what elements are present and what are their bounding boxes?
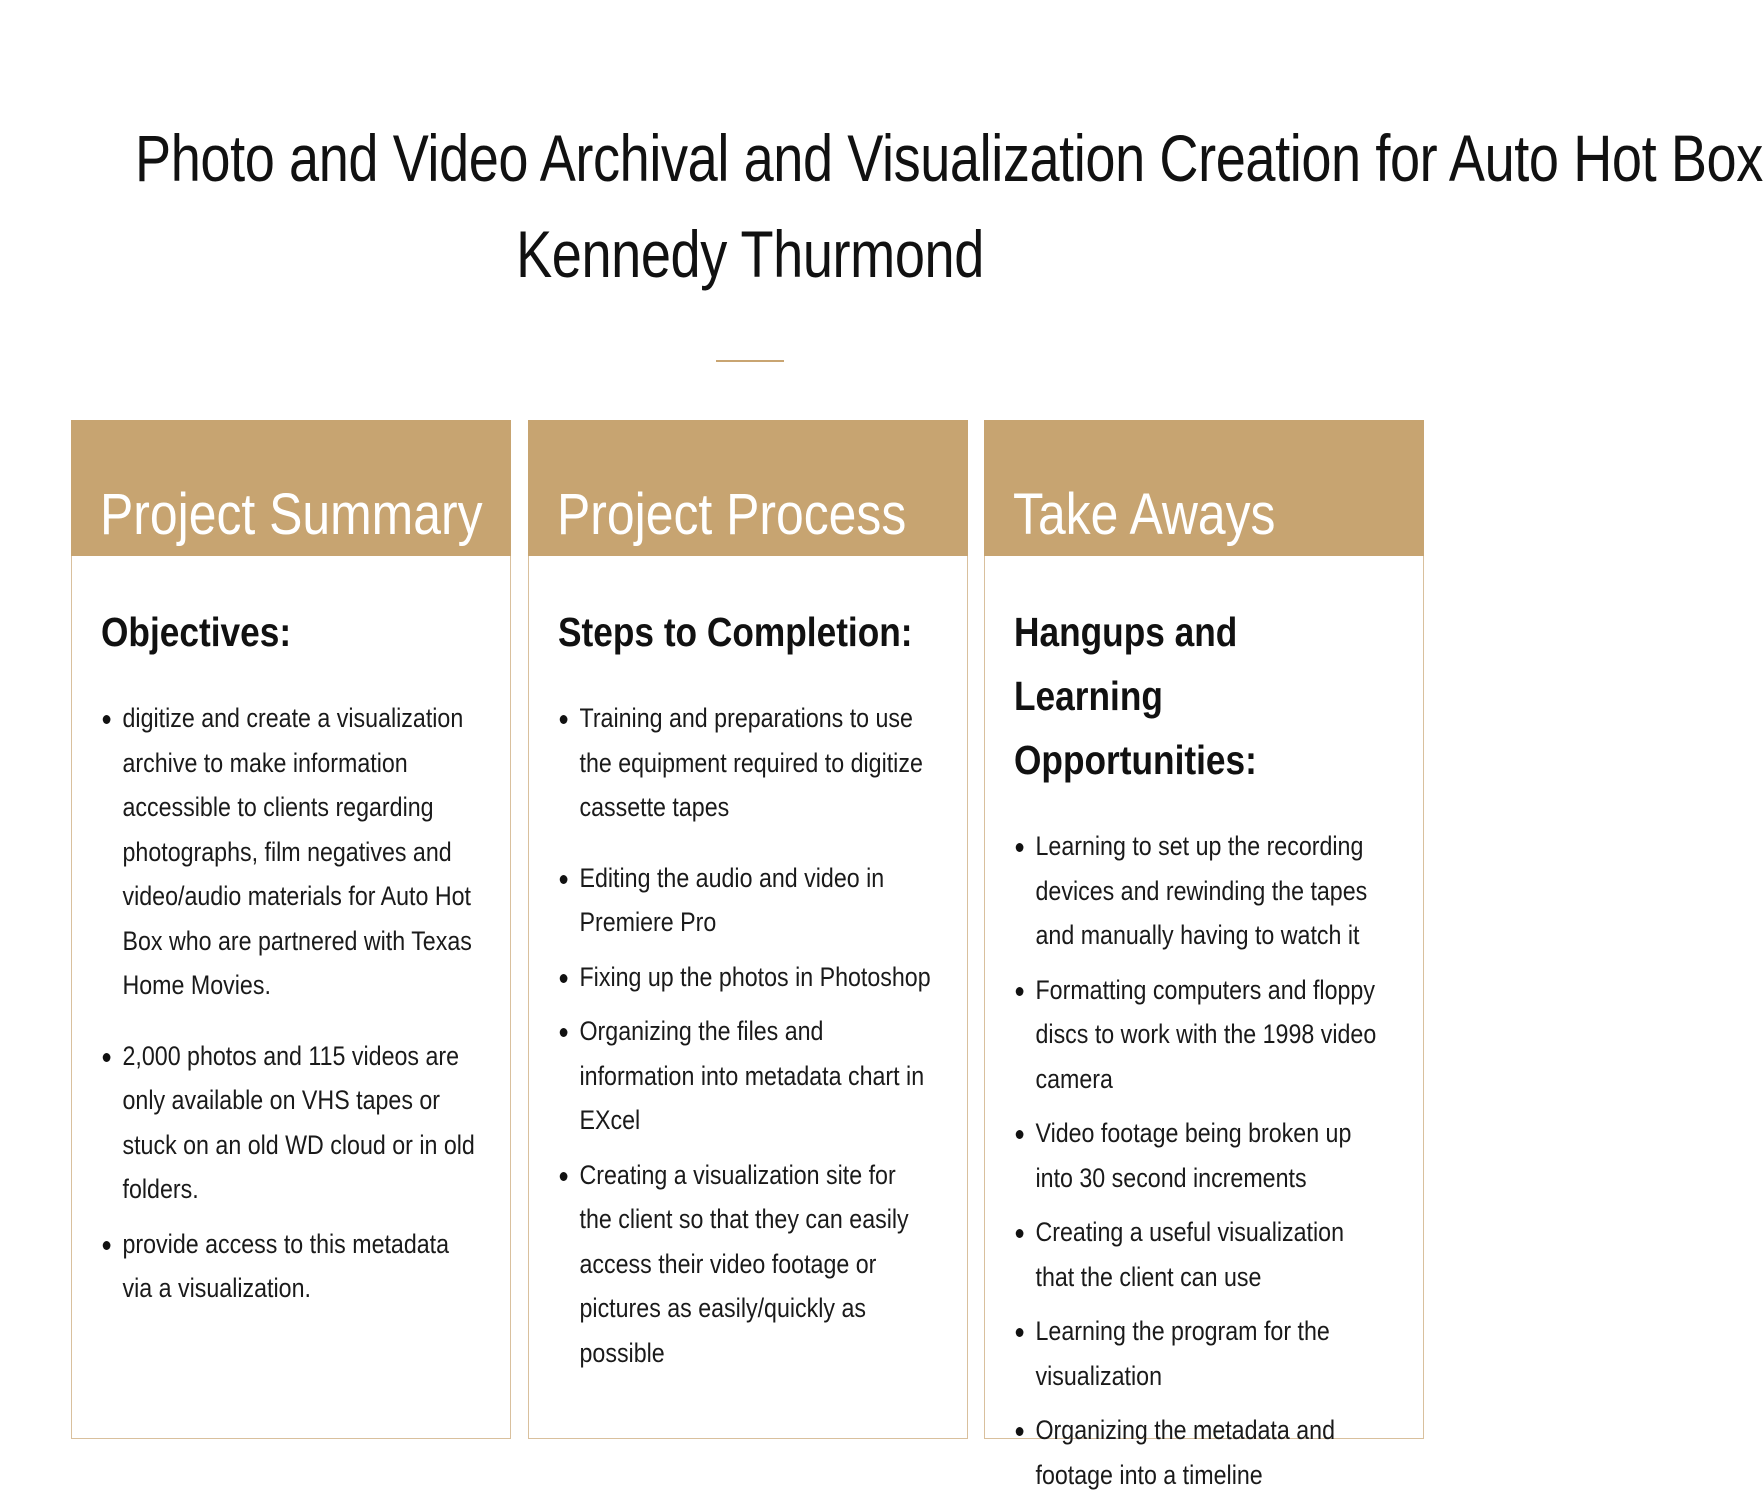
list-item: digitize and create a visualization archive to make information accessible to clients regarding photographs, film negatives and video/audio materials for Auto Hot Box who are partnered with Texas Home Movies. [101,696,475,1008]
card-heading: Project Summary [100,482,483,547]
list-item: provide access to this metadata via a visualization. [101,1222,475,1311]
card-header [71,420,511,556]
list-item: Learning to set up the recording devices and rewinding the tapes and manually having to watch it [1014,824,1388,958]
list-item: Formatting computers and floppy discs to work with the 1998 video camera [1014,968,1388,1102]
list-item: Editing the audio and video in Premiere Pro [558,856,932,945]
list-item: 2,000 photos and 115 videos are only available on VHS tapes or stuck on an old WD cloud or in old folders. [101,1034,475,1212]
bullet-list [1014,824,1395,1497]
card-header [528,420,968,556]
list-item: Organizing the metadata and footage into a timeline [1014,1408,1388,1497]
divider [716,360,784,362]
card-project-summary [71,420,511,1439]
list-item: Organizing the files and information into metadata chart in EXcel [558,1009,932,1143]
bullet-list [101,696,482,1311]
section-title: Objectives: [101,609,292,655]
card-header [984,420,1424,556]
card-heading: Project Process [557,482,907,547]
list-item: Video footage being broken up into 30 second increments [1014,1111,1388,1200]
author-name: Kennedy Thurmond [516,217,984,291]
list-item: Fixing up the photos in Photoshop [558,955,932,1000]
list-item: Creating a visualization site for the client so that they can easily access their video footage or pictures as easily/quickly as possible [558,1153,932,1376]
bullet-list [558,696,939,1375]
section-title: Steps to Completion: [558,609,913,655]
list-item: Learning the program for the visualization [1014,1309,1388,1398]
section-title: Hangups and Learning Opportunities: [1014,609,1257,783]
list-item: Training and preparations to use the equipment required to digitize cassette tapes [558,696,932,830]
page-header [0,110,1763,302]
card-heading: Take Aways [1013,482,1276,547]
list-item: Creating a useful visualization that the client can use [1014,1210,1388,1299]
page-title: Photo and Video Archival and Visualization Creation for Auto Hot Box [135,121,1763,195]
card-take-aways [984,420,1424,1490]
card-project-process [528,420,968,1439]
